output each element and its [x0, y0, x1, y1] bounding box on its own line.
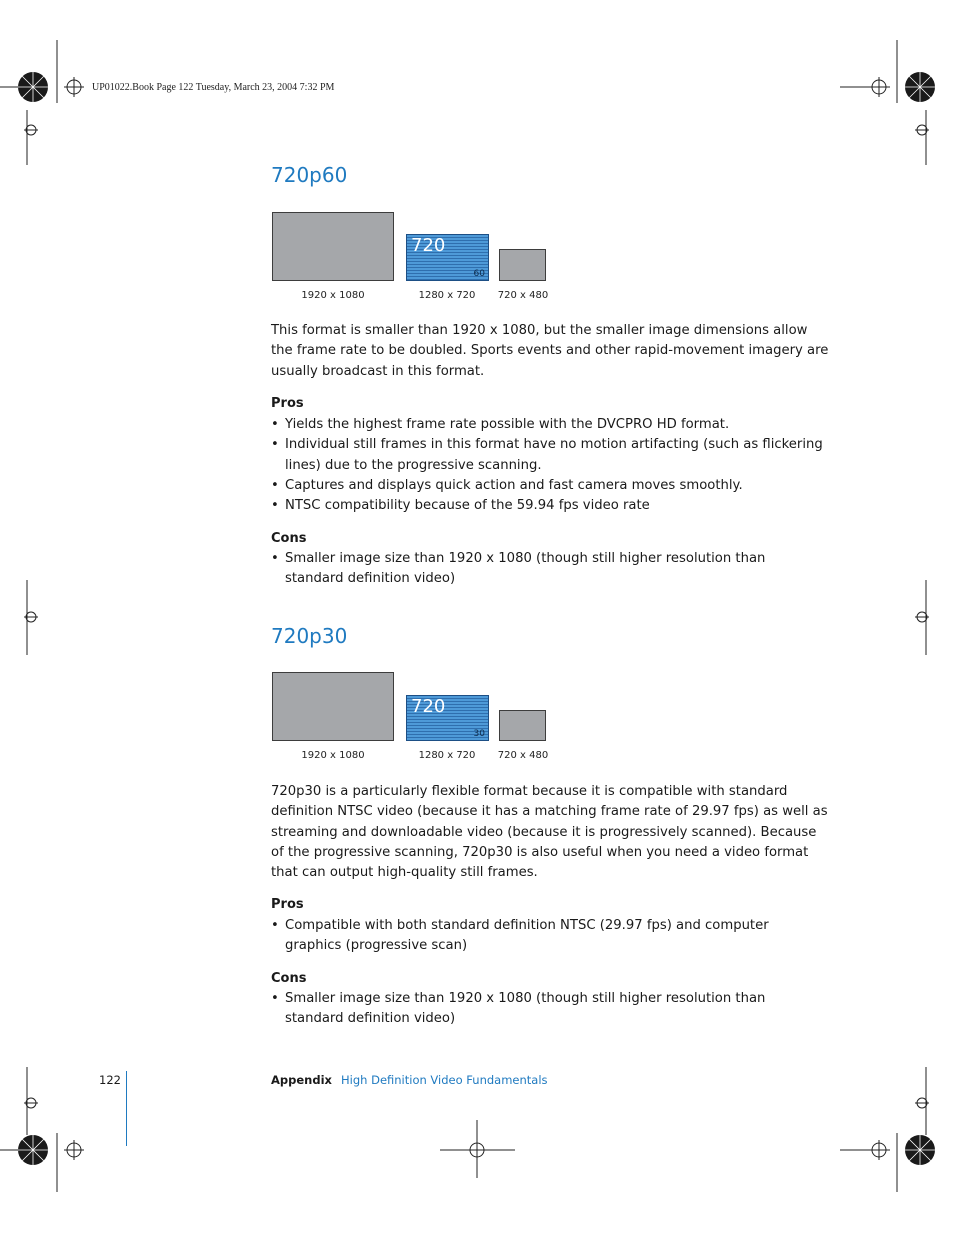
caption-1280x720: 1280 x 720 [418, 750, 476, 761]
body-paragraph: 720p30 is a particularly flexible format because it is compatible with standard definition NTSC video (because it has a matching frame rate of 29.97 fps) as well as streaming and downloadable video (because it is progressively scanned). Because of the progressive scanning, 720p30 is also useful when you need a video format that can output high-quality still frames. [271, 784, 828, 881]
caption-1920x1080: 1920 x 1080 [301, 750, 365, 761]
section-title-720p30: 720p30 [271, 624, 348, 648]
frame-rate-label: 30 [473, 729, 485, 739]
cons-heading: Cons [271, 531, 307, 546]
pros-list [271, 916, 827, 957]
body-paragraph: This format is smaller than 1920 x 1080, but the smaller image dimensions allow the frame rate to be doubled. Sports events and other rapid-movement imagery are usually broadcast in this format. [271, 323, 829, 379]
frame-label-720: 720 [411, 235, 446, 256]
cons-list [271, 989, 827, 1030]
cons-heading: Cons [271, 971, 307, 986]
pros-list [271, 415, 827, 516]
frame-1280x720 [406, 234, 489, 281]
frame-1280x720 [406, 695, 489, 741]
caption-720x480: 720 x 480 [497, 750, 549, 761]
list-item: • Yields the highest frame rate possible with the DVCPRO HD format. [271, 415, 827, 435]
pros-heading: Pros [271, 897, 304, 912]
caption-1280x720: 1280 x 720 [418, 290, 476, 301]
frame-1920x1080 [272, 212, 394, 281]
print-slug: UP01022.Book Page 122 Tuesday, March 23, 2004 7:32 PM [92, 82, 335, 93]
frame-label-720: 720 [411, 696, 446, 717]
list-item: • Smaller image size than 1920 x 1080 (though still higher resolution than standard definition video) [271, 989, 827, 1030]
page-number: 122 [99, 1073, 121, 1087]
caption-720x480: 720 x 480 [497, 290, 549, 301]
pros-heading: Pros [271, 396, 304, 411]
frame-rate-label: 60 [473, 269, 485, 279]
caption-1920x1080: 1920 x 1080 [301, 290, 365, 301]
frame-720x480 [499, 710, 546, 741]
list-item: • Compatible with both standard definition NTSC (29.97 fps) and computer graphics (progressive scan) [271, 916, 827, 957]
list-item: • Captures and displays quick action and fast camera moves smoothly. [271, 476, 827, 496]
footer-rule [126, 1071, 127, 1146]
footer-label: Appendix [271, 1073, 332, 1087]
list-item: • Smaller image size than 1920 x 1080 (though still higher resolution than standard definition video) [271, 549, 827, 590]
list-item: • NTSC compatibility because of the 59.94 fps video rate [271, 496, 827, 516]
list-item: • Individual still frames in this format have no motion artifacting (such as flickering lines) due to the progressive scanning. [271, 435, 827, 476]
section-title-720p60: 720p60 [271, 163, 348, 187]
footer-chapter-title: High Definition Video Fundamentals [341, 1073, 548, 1087]
frame-720x480 [499, 249, 546, 281]
cons-list [271, 549, 827, 590]
frame-1920x1080 [272, 672, 394, 741]
